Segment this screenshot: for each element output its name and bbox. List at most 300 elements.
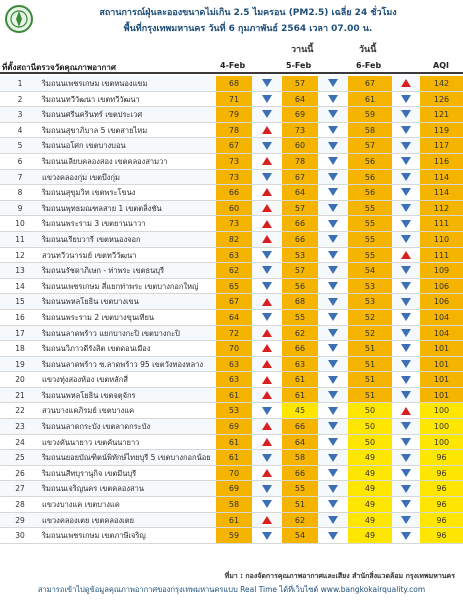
station-number: 28 bbox=[15, 500, 25, 510]
pm25-value-day1: 72 bbox=[216, 326, 252, 341]
pm25-value-day1: 63 bbox=[216, 248, 252, 263]
station-number: 25 bbox=[15, 453, 25, 463]
station-name: ริมถนนสุขาภิบาล 5 เขตสายไหม bbox=[42, 125, 148, 135]
aqi-value: 104 bbox=[420, 326, 463, 341]
pm25-value-day1: 69 bbox=[216, 419, 252, 434]
trend-down-icon bbox=[318, 528, 348, 543]
trend-down-icon bbox=[392, 92, 420, 107]
station-number: 12 bbox=[15, 250, 25, 260]
aqi-value: 114 bbox=[420, 185, 463, 200]
aqi-value: 111 bbox=[420, 216, 463, 231]
trend-down-icon bbox=[318, 279, 348, 294]
trend-down-icon bbox=[318, 481, 348, 496]
pm25-value-day2: 73 bbox=[282, 123, 318, 138]
aqi-value: 101 bbox=[420, 388, 463, 403]
table-row bbox=[0, 154, 463, 170]
station-name: แขวงทุ่งสองห้อง เขตหลักสี่ bbox=[42, 375, 128, 385]
trend-down-icon bbox=[318, 201, 348, 216]
pm25-value-day3: 50 bbox=[348, 403, 392, 418]
trend-down-icon bbox=[318, 107, 348, 122]
pm25-value-day3: 55 bbox=[348, 232, 392, 247]
pm25-value-day1: 82 bbox=[216, 232, 252, 247]
table-row bbox=[0, 232, 463, 248]
pm25-value-day1: 70 bbox=[216, 341, 252, 356]
station-name: ริมถนนพหลโยธิน เขตบางเขน bbox=[42, 297, 139, 307]
trend-up-icon bbox=[252, 294, 282, 309]
aqi-value: 96 bbox=[420, 528, 463, 543]
pm25-value-day3: 56 bbox=[348, 170, 392, 185]
pm25-value-day1: 53 bbox=[216, 403, 252, 418]
table-row bbox=[0, 294, 463, 310]
aqi-value: 109 bbox=[420, 263, 463, 278]
pm25-value-day3: 53 bbox=[348, 279, 392, 294]
report-subtitle: พื้นที่กรุงเทพมหานคร วันที่ 6 กุมภาพันธ์ 2564 เวลา 07.00 น. bbox=[123, 24, 373, 34]
station-number: 20 bbox=[15, 375, 25, 385]
station-number: 9 bbox=[17, 203, 23, 213]
pm25-value-day3: 50 bbox=[348, 435, 392, 450]
pm25-value-day3: 51 bbox=[348, 388, 392, 403]
trend-down-icon bbox=[392, 372, 420, 387]
trend-down-icon bbox=[252, 403, 282, 418]
pm25-value-day2: 68 bbox=[282, 294, 318, 309]
aqi-value: 119 bbox=[420, 123, 463, 138]
pm25-value-day2: 57 bbox=[282, 201, 318, 216]
aqi-value: 142 bbox=[420, 76, 463, 91]
station-number: 30 bbox=[15, 531, 25, 541]
table-row bbox=[0, 185, 463, 201]
pm25-value-day3: 58 bbox=[348, 123, 392, 138]
trend-down-icon bbox=[252, 138, 282, 153]
pm25-value-day2: 64 bbox=[282, 435, 318, 450]
pm25-value-day1: 79 bbox=[216, 107, 252, 122]
trend-down-icon bbox=[252, 279, 282, 294]
pm25-value-day3: 52 bbox=[348, 326, 392, 341]
aqi-value: 104 bbox=[420, 310, 463, 325]
aqi-value: 100 bbox=[420, 435, 463, 450]
aqi-value: 116 bbox=[420, 154, 463, 169]
trend-up-icon bbox=[252, 154, 282, 169]
station-number: 18 bbox=[15, 344, 25, 354]
trend-down-icon bbox=[318, 185, 348, 200]
trend-down-icon bbox=[392, 466, 420, 481]
aqi-value: 96 bbox=[420, 466, 463, 481]
trend-up-icon bbox=[252, 435, 282, 450]
station-name: ริมถนนพระราม 3 เขตยานนาวา bbox=[42, 219, 146, 229]
station-name: ริมถนนลาดพร้าว แยกบางกะปิ เขตบางกะปิ bbox=[42, 328, 180, 338]
trend-down-icon bbox=[392, 154, 420, 169]
trend-down-icon bbox=[318, 450, 348, 465]
station-name: ริมถนนพุทธมณฑลสาย 1 เขตตลิ่งชัน bbox=[42, 203, 162, 213]
table-header bbox=[0, 60, 463, 74]
aqi-value: 114 bbox=[420, 170, 463, 185]
trend-down-icon bbox=[392, 497, 420, 512]
station-name: ริมถนนลาดพร้าว ซ.ลาดพร้าว 95 เขตวังทองหลาง bbox=[42, 359, 204, 369]
trend-down-icon bbox=[392, 279, 420, 294]
station-number: 6 bbox=[17, 156, 23, 166]
aqi-value: 111 bbox=[420, 248, 463, 263]
pm25-value-day2: 61 bbox=[282, 372, 318, 387]
trend-down-icon bbox=[252, 92, 282, 107]
trend-up-icon bbox=[252, 419, 282, 434]
station-number: 13 bbox=[15, 266, 25, 276]
pm25-value-day3: 53 bbox=[348, 294, 392, 309]
trend-down-icon bbox=[392, 513, 420, 528]
table-row bbox=[0, 528, 463, 544]
pm25-value-day2: 62 bbox=[282, 513, 318, 528]
station-name: ริมถนนสีทบุรานุกิจ เขตมีนบุรี bbox=[42, 468, 137, 478]
table-row bbox=[0, 326, 463, 342]
station-name: แขวงบางแค เขตบางแค bbox=[42, 500, 120, 510]
pm25-value-day1: 61 bbox=[216, 435, 252, 450]
station-number: 2 bbox=[17, 94, 23, 104]
trend-up-icon bbox=[252, 123, 282, 138]
date-column-header-2: 5-Feb bbox=[286, 61, 312, 70]
pm25-value-day1: 63 bbox=[216, 372, 252, 387]
pm25-value-day1: 67 bbox=[216, 138, 252, 153]
table-row bbox=[0, 170, 463, 186]
trend-down-icon bbox=[252, 310, 282, 325]
table-row bbox=[0, 341, 463, 357]
pm25-value-day3: 59 bbox=[348, 107, 392, 122]
pm25-value-day1: 69 bbox=[216, 481, 252, 496]
trend-up-icon bbox=[252, 341, 282, 356]
pm25-value-day2: 66 bbox=[282, 341, 318, 356]
pm25-value-day3: 51 bbox=[348, 372, 392, 387]
pm25-value-day1: 60 bbox=[216, 201, 252, 216]
trend-down-icon bbox=[318, 435, 348, 450]
aqi-value: 106 bbox=[420, 279, 463, 294]
station-name: ริมถนนพระราม 2 เขตบางขุนเทียน bbox=[42, 312, 154, 322]
station-name: ริมถนนสุขุมวิท เขตพระโขนง bbox=[42, 188, 136, 198]
trend-down-icon bbox=[318, 248, 348, 263]
pm25-value-day3: 54 bbox=[348, 263, 392, 278]
aqi-value: 100 bbox=[420, 419, 463, 434]
table-row bbox=[0, 466, 463, 482]
aqi-value: 101 bbox=[420, 341, 463, 356]
trend-up-icon bbox=[252, 466, 282, 481]
trend-down-icon bbox=[318, 310, 348, 325]
station-number: 23 bbox=[15, 422, 25, 432]
station-name: ริมถนนศรีนครินทร์ เขตประเวศ bbox=[42, 110, 143, 120]
date-column-header-3: 6-Feb bbox=[356, 61, 382, 70]
pm25-value-day2: 66 bbox=[282, 419, 318, 434]
trend-down-icon bbox=[392, 357, 420, 372]
pm25-value-day3: 55 bbox=[348, 216, 392, 231]
trend-up-icon bbox=[252, 357, 282, 372]
pm25-value-day3: 49 bbox=[348, 466, 392, 481]
table-row bbox=[0, 138, 463, 154]
station-number: 5 bbox=[17, 141, 23, 151]
table-row bbox=[0, 357, 463, 373]
trend-down-icon bbox=[318, 419, 348, 434]
aqi-value: 126 bbox=[420, 92, 463, 107]
station-name: ริมถนนยอยบัณฑิตน์พิทักษ์ไทยบุรี 5 เขตบางกอกน้อย bbox=[42, 453, 211, 463]
pm25-value-day2: 57 bbox=[282, 76, 318, 91]
station-number: 4 bbox=[17, 125, 23, 135]
trend-down-icon bbox=[252, 450, 282, 465]
trend-down-icon bbox=[392, 232, 420, 247]
trend-up-icon bbox=[252, 372, 282, 387]
pm25-value-day2: 64 bbox=[282, 185, 318, 200]
trend-down-icon bbox=[318, 154, 348, 169]
aqi-value: 110 bbox=[420, 232, 463, 247]
trend-down-icon bbox=[318, 232, 348, 247]
station-name: ริมถนนเจริญนคร เขตคลองสาน bbox=[42, 484, 144, 494]
pm25-value-day3: 55 bbox=[348, 201, 392, 216]
aqi-value: 112 bbox=[420, 201, 463, 216]
trend-down-icon bbox=[318, 497, 348, 512]
pm25-value-day3: 57 bbox=[348, 138, 392, 153]
trend-down-icon bbox=[392, 263, 420, 278]
trend-down-icon bbox=[392, 138, 420, 153]
station-number: 3 bbox=[17, 110, 23, 120]
pm25-value-day1: 70 bbox=[216, 466, 252, 481]
aqi-value: 96 bbox=[420, 450, 463, 465]
pm25-value-day2: 63 bbox=[282, 357, 318, 372]
yesterday-label: วานนี้ bbox=[291, 45, 314, 55]
station-number: 22 bbox=[15, 406, 25, 416]
pm25-value-day3: 49 bbox=[348, 513, 392, 528]
pm25-value-day2: 69 bbox=[282, 107, 318, 122]
station-number: 16 bbox=[15, 312, 25, 322]
aqi-value: 101 bbox=[420, 372, 463, 387]
aqi-value: 96 bbox=[420, 513, 463, 528]
trend-down-icon bbox=[318, 341, 348, 356]
pm25-value-day1: 59 bbox=[216, 528, 252, 543]
station-name: ริมถนนเพชรเกษม สี่แยกท่าพระ เขตบางกอกใหญ่ bbox=[42, 281, 199, 291]
pm25-value-day3: 49 bbox=[348, 528, 392, 543]
station-name: ริมถนนวิภาวดีรังสิต เขตดอนเมือง bbox=[42, 344, 151, 354]
pm25-value-day2: 56 bbox=[282, 279, 318, 294]
table-row bbox=[0, 435, 463, 451]
station-number: 7 bbox=[17, 172, 23, 182]
table-row bbox=[0, 216, 463, 232]
trend-down-icon bbox=[252, 107, 282, 122]
pm25-value-day1: 61 bbox=[216, 513, 252, 528]
station-number: 27 bbox=[15, 484, 25, 494]
trend-down-icon bbox=[392, 201, 420, 216]
trend-down-icon bbox=[318, 123, 348, 138]
table-row bbox=[0, 481, 463, 497]
trend-up-icon bbox=[392, 248, 420, 263]
aqi-column-header: AQI bbox=[433, 61, 449, 70]
trend-down-icon bbox=[392, 419, 420, 434]
today-label: วันนี้ bbox=[359, 45, 377, 55]
station-name: สวนบางแคภิรมย์ เขตบางแค bbox=[42, 406, 135, 416]
trend-down-icon bbox=[252, 248, 282, 263]
trend-down-icon bbox=[318, 513, 348, 528]
table-row bbox=[0, 310, 463, 326]
pm25-value-day2: 66 bbox=[282, 466, 318, 481]
trend-down-icon bbox=[392, 528, 420, 543]
pm25-value-day3: 61 bbox=[348, 92, 392, 107]
station-name: ริมถนนรัชดาภิเษก - ท่าพระ เขตธนบุรี bbox=[42, 266, 165, 276]
trend-down-icon bbox=[318, 76, 348, 91]
table-row bbox=[0, 76, 463, 92]
station-name: ริมถนนทวีวัฒนา เขตทวีวัฒนา bbox=[42, 94, 140, 104]
trend-down-icon bbox=[392, 450, 420, 465]
pm25-value-day1: 73 bbox=[216, 154, 252, 169]
trend-up-icon bbox=[252, 388, 282, 403]
pm25-value-day2: 45 bbox=[282, 403, 318, 418]
pm25-value-day3: 52 bbox=[348, 310, 392, 325]
pm25-value-day2: 64 bbox=[282, 92, 318, 107]
table-row bbox=[0, 403, 463, 419]
aqi-value: 100 bbox=[420, 403, 463, 418]
date-column-header-1: 4-Feb bbox=[220, 61, 246, 70]
table-row bbox=[0, 248, 463, 264]
pm25-value-day1: 61 bbox=[216, 388, 252, 403]
trend-up-icon bbox=[392, 403, 420, 418]
trend-down-icon bbox=[318, 403, 348, 418]
pm25-value-day2: 61 bbox=[282, 388, 318, 403]
table-row bbox=[0, 123, 463, 139]
pm25-value-day3: 55 bbox=[348, 248, 392, 263]
pm25-value-day1: 58 bbox=[216, 497, 252, 512]
air-quality-table bbox=[0, 76, 463, 544]
pm25-value-day2: 53 bbox=[282, 248, 318, 263]
table-row bbox=[0, 450, 463, 466]
aqi-value: 106 bbox=[420, 294, 463, 309]
pm25-value-day1: 71 bbox=[216, 92, 252, 107]
trend-down-icon bbox=[252, 170, 282, 185]
table-row bbox=[0, 279, 463, 295]
trend-down-icon bbox=[318, 357, 348, 372]
trend-down-icon bbox=[392, 107, 420, 122]
trend-down-icon bbox=[392, 341, 420, 356]
pm25-value-day1: 62 bbox=[216, 263, 252, 278]
station-number: 21 bbox=[15, 390, 25, 400]
trend-up-icon bbox=[252, 326, 282, 341]
station-number: 15 bbox=[15, 297, 25, 307]
trend-down-icon bbox=[318, 138, 348, 153]
trend-down-icon bbox=[318, 466, 348, 481]
table-row bbox=[0, 419, 463, 435]
trend-down-icon bbox=[252, 528, 282, 543]
pm25-value-day1: 65 bbox=[216, 279, 252, 294]
source-note: ที่มา : กองจัดการคุณภาพอากาศและเสียง สำนักสิ่งแวดล้อม กรุงเทพมหานคร bbox=[224, 572, 455, 580]
trend-up-icon bbox=[252, 185, 282, 200]
pm25-value-day1: 68 bbox=[216, 76, 252, 91]
pm25-value-day1: 73 bbox=[216, 170, 252, 185]
table-row bbox=[0, 201, 463, 217]
trend-down-icon bbox=[318, 326, 348, 341]
station-name: ริมถนนเรียบวารี เขตหนองจอก bbox=[42, 234, 141, 244]
report-title: สถานการณ์ฝุ่นละอองขนาดไม่เกิน 2.5 ไมครอน (PM2.5) เฉลี่ย 24 ชั่วโมง bbox=[99, 8, 397, 18]
trend-down-icon bbox=[318, 294, 348, 309]
aqi-value: 101 bbox=[420, 357, 463, 372]
station-name: ริมถนนเลียบคลองสอง เขตคลองสามวา bbox=[42, 156, 168, 166]
trend-down-icon bbox=[392, 310, 420, 325]
station-name: สวนทวีวนารมย์ เขตทวีวัฒนา bbox=[42, 250, 137, 260]
table-row bbox=[0, 497, 463, 513]
trend-down-icon bbox=[252, 263, 282, 278]
pm25-value-day2: 58 bbox=[282, 450, 318, 465]
table-row bbox=[0, 372, 463, 388]
pm25-value-day3: 56 bbox=[348, 154, 392, 169]
pm25-value-day3: 56 bbox=[348, 185, 392, 200]
station-number: 11 bbox=[15, 234, 25, 244]
station-name: ริมถนนเพชรเกษม เขตภาษีเจริญ bbox=[42, 531, 146, 541]
pm25-value-day1: 63 bbox=[216, 357, 252, 372]
trend-down-icon bbox=[252, 481, 282, 496]
pm25-value-day2: 55 bbox=[282, 310, 318, 325]
table-row bbox=[0, 92, 463, 108]
trend-down-icon bbox=[252, 497, 282, 512]
trend-down-icon bbox=[318, 170, 348, 185]
pm25-value-day3: 49 bbox=[348, 481, 392, 496]
pm25-value-day2: 62 bbox=[282, 326, 318, 341]
station-name: แขวงคันนายาว เขตคันนายาว bbox=[42, 437, 140, 447]
pm25-value-day3: 49 bbox=[348, 450, 392, 465]
trend-down-icon bbox=[392, 185, 420, 200]
station-column-header: ที่ตั้งสถานีตรวจวัดคุณภาพอากาศ bbox=[2, 63, 116, 72]
station-name: ริมถนนลาดกระบัง เขตลาดกระบัง bbox=[42, 422, 151, 432]
trend-down-icon bbox=[392, 326, 420, 341]
trend-down-icon bbox=[392, 388, 420, 403]
trend-up-icon bbox=[252, 513, 282, 528]
table-row bbox=[0, 263, 463, 279]
trend-down-icon bbox=[318, 92, 348, 107]
pm25-value-day1: 66 bbox=[216, 185, 252, 200]
trend-down-icon bbox=[318, 216, 348, 231]
station-number: 17 bbox=[15, 328, 25, 338]
pm25-value-day3: 51 bbox=[348, 357, 392, 372]
pm25-value-day2: 67 bbox=[282, 170, 318, 185]
pm25-value-day1: 73 bbox=[216, 216, 252, 231]
pm25-value-day2: 51 bbox=[282, 497, 318, 512]
aqi-value: 96 bbox=[420, 481, 463, 496]
pm25-value-day3: 50 bbox=[348, 419, 392, 434]
pm25-value-day2: 66 bbox=[282, 232, 318, 247]
station-name: แขวงคลองกุ่ม เขตบึงกุ่ม bbox=[42, 172, 120, 182]
station-number: 24 bbox=[15, 437, 25, 447]
trend-down-icon bbox=[252, 76, 282, 91]
pm25-value-day1: 61 bbox=[216, 450, 252, 465]
trend-up-icon bbox=[252, 232, 282, 247]
trend-up-icon bbox=[252, 216, 282, 231]
pm25-value-day1: 67 bbox=[216, 294, 252, 309]
pm25-value-day3: 51 bbox=[348, 341, 392, 356]
pm25-value-day3: 49 bbox=[348, 497, 392, 512]
station-number: 10 bbox=[15, 219, 25, 229]
station-number: 14 bbox=[15, 281, 25, 291]
station-name: ริมถนนเพชรเกษม เขตหนองแขม bbox=[42, 79, 148, 88]
station-number: 26 bbox=[15, 468, 25, 478]
station-name: ริมถนนอโศก เขตบางบอน bbox=[42, 141, 126, 151]
trend-up-icon bbox=[392, 76, 420, 91]
bma-logo-icon bbox=[4, 2, 34, 36]
table-row bbox=[0, 107, 463, 123]
pm25-value-day2: 55 bbox=[282, 481, 318, 496]
aqi-value: 117 bbox=[420, 138, 463, 153]
footer-note: สามารถเข้าไปดูข้อมูลคุณภาพอากาศของกรุงเทพมหานครแบบ Real Time ได้ที่เว็บไซต์ www.bangkokairquality.com bbox=[37, 585, 426, 594]
pm25-value-day2: 78 bbox=[282, 154, 318, 169]
trend-down-icon bbox=[318, 263, 348, 278]
pm25-value-day3: 67 bbox=[348, 76, 392, 91]
station-number: 1 bbox=[17, 79, 23, 88]
trend-down-icon bbox=[392, 123, 420, 138]
day-labels bbox=[0, 38, 463, 56]
trend-down-icon bbox=[318, 388, 348, 403]
pm25-value-day2: 57 bbox=[282, 263, 318, 278]
aqi-value: 96 bbox=[420, 497, 463, 512]
trend-down-icon bbox=[392, 216, 420, 231]
pm25-value-day1: 78 bbox=[216, 123, 252, 138]
table-row bbox=[0, 513, 463, 529]
pm25-value-day1: 64 bbox=[216, 310, 252, 325]
report-header bbox=[0, 0, 463, 38]
